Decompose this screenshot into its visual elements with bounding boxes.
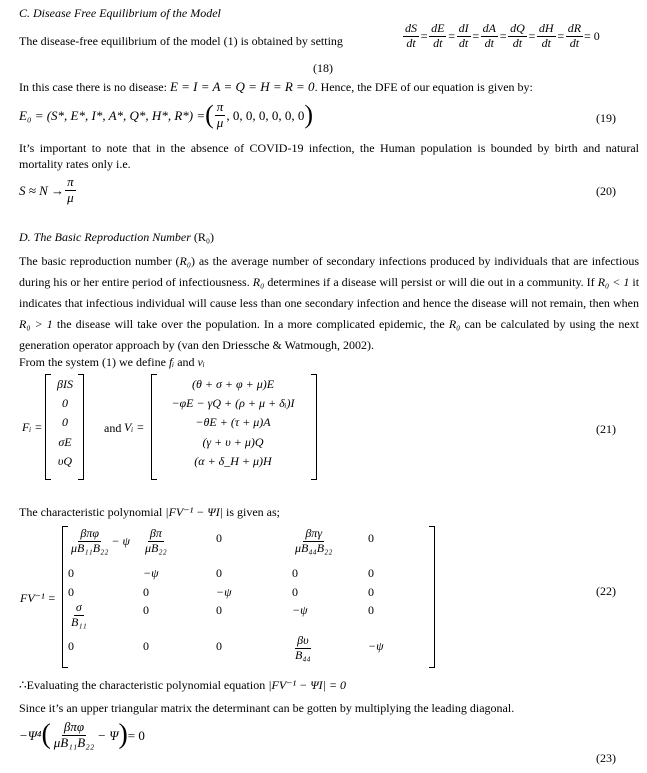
vi-bracket-right bbox=[311, 374, 317, 480]
matrix-cell: 0 bbox=[216, 566, 222, 580]
vi-label: Vᵢ = bbox=[124, 420, 145, 434]
matrix-cell: 0 bbox=[68, 566, 74, 580]
vi-entry: (γ + υ + μ)Q bbox=[202, 434, 264, 449]
eq18-number: (18) bbox=[313, 61, 333, 75]
fi-entry: υQ bbox=[57, 453, 73, 468]
vi-entry: −θE + (τ + μ)A bbox=[195, 415, 271, 430]
eq22-number: (22) bbox=[596, 584, 616, 598]
eq23-number: (23) bbox=[596, 751, 616, 765]
bounded-text: It’s important to note that in the absence of COVID-19 infection, the Human population is bounded by birth and natural mortality rates only i.e. bbox=[19, 141, 639, 172]
matrix-cell: 0 bbox=[216, 603, 222, 617]
vi-entry: −φE − γQ + (ρ + μ + δᵢ)I bbox=[171, 396, 295, 411]
vi-entry: (θ + σ + φ + μ)E bbox=[191, 377, 275, 391]
matrix-cell: 0 bbox=[143, 639, 149, 653]
matrix-cell: −ψ bbox=[368, 639, 384, 653]
matrix-cell: 0 bbox=[368, 603, 374, 617]
fi-entry: 0 bbox=[62, 415, 68, 430]
fi-label: Fᵢ = bbox=[22, 420, 43, 434]
fi-entry: σE bbox=[58, 434, 72, 449]
matrix-cell: 0 bbox=[216, 531, 222, 545]
fi-entry: 0 bbox=[62, 396, 68, 411]
eq19-number: (19) bbox=[596, 111, 616, 125]
section-d-heading: D. The Basic Reproduction Number (R₀) bbox=[19, 230, 215, 244]
matrix-cell: 0 bbox=[68, 585, 74, 599]
matrix-cell: 0 bbox=[292, 566, 298, 580]
equation-18: $\frac{dS}{dt}$ = $\frac{dE}{dt}$ = $\frac{dI}{dt}$ = $\frac{dA}{dt}$ = $\frac{dQ}{dt}$ = $\frac{dH}{dt}$ = $\frac{dR}{dt}$ = 0 bbox=[405, 21, 600, 50]
and-word: and bbox=[104, 421, 122, 435]
matrix-cell: 0 bbox=[368, 566, 374, 580]
upper-triangular-text: Since it’s an upper triangular matrix the determinant can be gotten by multiplying the leading diagonal. bbox=[19, 701, 515, 715]
fi-vector bbox=[52, 376, 78, 469]
matrix-cell: 0 bbox=[143, 585, 149, 599]
evaluating-line: ∴Evaluating the characteristic polynomial equation |FV⁻¹ − ΨI| = 0 bbox=[19, 678, 347, 692]
fv-label: FV⁻¹ = bbox=[20, 591, 56, 605]
matrix-cell: 0 bbox=[368, 531, 374, 545]
matrix-cell: $\frac{\text{βπφ}}{\text{μB₁₁B₂₂}}$ − ψ bbox=[71, 526, 130, 555]
vi-vector bbox=[156, 376, 310, 469]
eq21-number: (21) bbox=[596, 422, 616, 436]
fi-bracket-left bbox=[45, 374, 51, 480]
matrix-cell: −ψ bbox=[143, 566, 159, 580]
matrix-cell: 0 bbox=[143, 603, 149, 617]
matrix-cell: $\frac{\beta\upsilon}{\text{B₄₄}}$ bbox=[295, 633, 311, 662]
equation-23: −Ψ⁴ ( $\frac{\text{βπφ}}{\text{μB₁₁B₂₂}}$ − Ψ ) = 0 bbox=[19, 719, 145, 751]
matrix-cell: $\frac{\beta\pi}{\text{μB₂₂}}$ bbox=[145, 526, 167, 555]
matrix-cell: 0 bbox=[368, 585, 374, 599]
matrix-cell: −ψ bbox=[292, 603, 308, 617]
matrix-cell: −ψ bbox=[216, 585, 232, 599]
vi-entry: (α + δ_H + μ)H bbox=[194, 453, 272, 468]
from-system-line: From the system (1) we define fᵢ and vᵢ bbox=[19, 355, 205, 369]
no-disease-line: In this case there is no disease: E = I = A = Q = H = R = 0. Hence, the DFE of our equation is given by: bbox=[19, 79, 533, 94]
equation-20: S ≈ N → $\frac{\pi}{\mu}$ bbox=[19, 174, 74, 205]
fi-entry: βIS bbox=[57, 377, 73, 391]
char-poly-line: The characteristic polynomial |FV⁻¹ − ΨI| is given as; bbox=[19, 505, 281, 519]
r0-paragraph: The basic reproduction number (R₀) as the average number of secondary infections produced by individuals that are infectious during his or her entire period of infectiousness. R₀ determines if a disease will persist or will die out in a community. If R₀ < 1 it indicates that infectious individual will cause less than one secondary infection and hence the disease will not remain, then when R₀ > 1 the disease will take over the population. In a more complicated epidemic, the R₀ can be calculated by using the next generation operator approach by (van den Driessche & Watmough, 2002). bbox=[19, 254, 640, 352]
matrix-cell: 0 bbox=[68, 639, 74, 653]
matrix-cell: 0 bbox=[292, 585, 298, 599]
matrix-cell: 0 bbox=[216, 639, 222, 653]
matrix-cell: $\frac{\sigma}{\text{B₁₁}}$ bbox=[71, 600, 87, 629]
eq20-number: (20) bbox=[596, 184, 616, 198]
dfe-intro-text: The disease-free equilibrium of the model (1) is obtained by setting bbox=[19, 34, 343, 48]
fi-bracket-right bbox=[78, 374, 84, 480]
fv-bracket-right bbox=[429, 526, 435, 668]
section-c-heading: C. Disease Free Equilibrium of the Model bbox=[19, 6, 221, 20]
equation-19: E₀ = (S*, E*, I*, A*, Q*, H*, R*) = ( $\frac{\pi}{\mu}$ , 0, 0, 0, 0, 0, 0 ) bbox=[19, 99, 313, 130]
matrix-cell: $\frac{\text{βπγ}}{\text{μB₄₄B₂₂}}$ bbox=[295, 526, 333, 555]
